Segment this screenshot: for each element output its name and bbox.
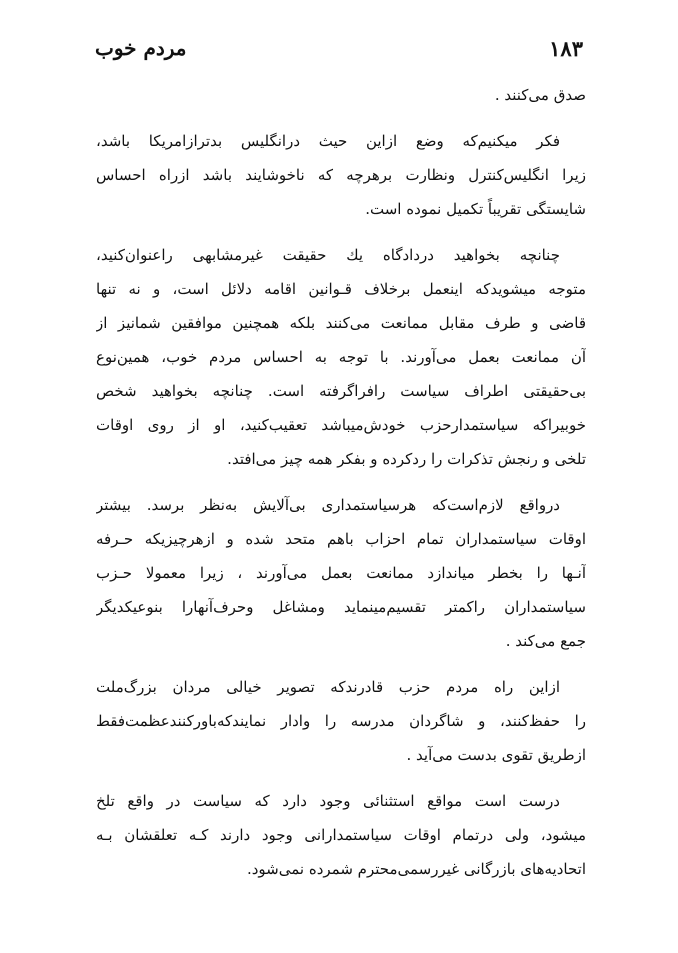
text-line: جمع می‌کند . bbox=[505, 632, 586, 650]
text-line: فکر میکنیم‌که وضع ازاین حیث درانگلیس بدترازامریکا باشد، bbox=[96, 132, 560, 150]
paragraph bbox=[96, 784, 586, 886]
text-line: ازطریق تقوی بدست می‌آید . bbox=[406, 746, 586, 764]
paragraph bbox=[96, 124, 586, 226]
paragraph bbox=[96, 670, 586, 772]
text-line: اتحادیه‌های بازرگانی غیررسمی‌محترم شمرده نمی‌شود. bbox=[246, 860, 586, 878]
body-text bbox=[96, 78, 586, 886]
paragraph bbox=[96, 78, 586, 112]
text-line: زیرا انگلیس‌کنترل ونظارت برهرچه که ناخوشایند باشد ازراه احساس bbox=[96, 166, 586, 184]
text-line: قاضی و طرف مقابل ممانعت می‌کنند بلکه همچنین موافقین شمانیز از bbox=[96, 314, 586, 332]
text-line: را حفظ‌کنند، و شاگردان مدرسه را وادار نمایندکه‌باورکنندعظمت‌فقط bbox=[96, 712, 586, 730]
text-line: تلخی و رنجش تذکرات را ردکرده و بفکر همه چیز می‌افتد. bbox=[227, 450, 586, 468]
text-line: متوجه میشویدکه اینعمل برخلاف قـوانین اقامه دلائل است، و نه تنها bbox=[96, 280, 586, 298]
text-line: چنانچه بخواهید دردادگاه یك حقیقت غیرمشابهی راعنوان‌کنید، bbox=[96, 246, 560, 264]
text-line: شایستگی تقریباً تکمیل نموده است. bbox=[365, 200, 586, 218]
paragraph bbox=[96, 488, 586, 658]
page-number: ۱۸۳ bbox=[549, 36, 583, 61]
text-line: درواقع لازم‌است‌که هرسیاستمداری بی‌آلایش به‌نظر برسد. بیشتر bbox=[96, 496, 560, 514]
page-header bbox=[95, 36, 583, 70]
paragraph bbox=[96, 238, 586, 476]
text-line: آنـها را بخطر میاندازد ممانعت بعمل می‌آورند ، زیرا معمولا حـزب bbox=[96, 564, 586, 582]
text-line: بی‌حقیقتی اطراف سیاست رافراگرفته است. چنانچه بخواهید شخص bbox=[96, 382, 586, 400]
text-line: ازاین راه مردم حزب قادرندکه تصویر خیالی مردان بزرگ‌ملت bbox=[96, 678, 560, 696]
text-line: صدق می‌کنند . bbox=[494, 86, 586, 104]
text-line: اوقات سیاستمداران تمام احزاب باهم متحد شده و ازهرچیزیکه حـرفه bbox=[96, 530, 586, 548]
text-line: سیاستمداران راکمتر تقسیم‌مینماید ومشاغل وحرف‌آنهارا بنوعیکدیگر bbox=[96, 598, 586, 616]
text-line: آن ممانعت بعمل می‌آورند. با توجه به احساس مردم خوب، همین‌نوع bbox=[96, 348, 586, 366]
text-line: خوبیراکه سیاستمدارحزب خودش‌میباشد تعقیب‌کنید، او از روی اوقات bbox=[96, 416, 586, 434]
running-title: مردم خوب bbox=[95, 36, 187, 60]
text-line: میشود، ولی درتمام اوقات سیاستمدارانی وجود دارند کـه تعلقشان بـه bbox=[96, 826, 586, 844]
text-line: درست است مواقع استثنائی وجود دارد که سیاست در واقع تلخ bbox=[96, 792, 560, 810]
